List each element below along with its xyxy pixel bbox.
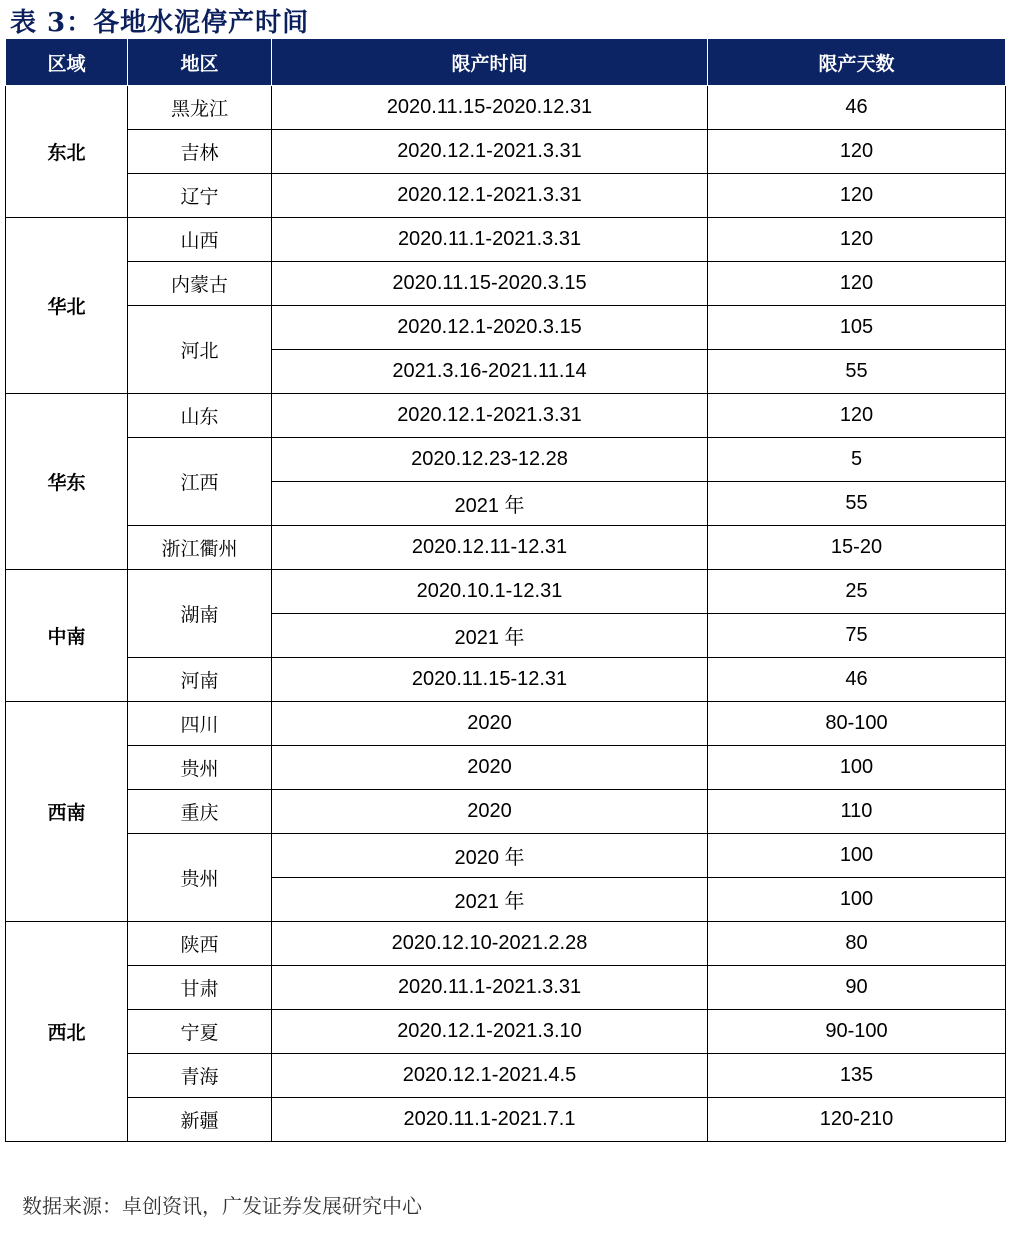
days-cell: 120 [708, 262, 1006, 306]
days-cell: 120 [708, 394, 1006, 438]
region-cell: 西北 [6, 922, 128, 1142]
cement-shutdown-table [5, 39, 1006, 1142]
days-cell: 135 [708, 1054, 1006, 1098]
header-row [6, 39, 1006, 86]
area-cell: 河北 [128, 306, 272, 394]
period-cell: 2020.11.1-2021.3.31 [272, 218, 708, 262]
period-cell: 2020.11.15-12.31 [272, 658, 708, 702]
period-cell: 2020.10.1-12.31 [272, 570, 708, 614]
table-row [6, 86, 1006, 130]
area-cell: 贵州 [128, 834, 272, 922]
table-row [6, 834, 1006, 878]
area-cell: 内蒙古 [128, 262, 272, 306]
table-body [6, 86, 1006, 1142]
table-row [6, 702, 1006, 746]
header-area: 地区 [128, 39, 272, 86]
period-cell: 2020.12.11-12.31 [272, 526, 708, 570]
period-cell: 2020.11.1-2021.7.1 [272, 1098, 708, 1142]
table-row [6, 570, 1006, 614]
area-cell: 湖南 [128, 570, 272, 658]
days-cell: 55 [708, 482, 1006, 526]
days-cell: 80-100 [708, 702, 1006, 746]
table-row [6, 658, 1006, 702]
days-cell: 110 [708, 790, 1006, 834]
days-cell: 120 [708, 174, 1006, 218]
area-cell: 河南 [128, 658, 272, 702]
days-cell: 5 [708, 438, 1006, 482]
area-cell: 新疆 [128, 1098, 272, 1142]
area-cell: 山西 [128, 218, 272, 262]
days-cell: 90-100 [708, 1010, 1006, 1054]
period-cell: 2020.12.1-2021.3.31 [272, 394, 708, 438]
table-row [6, 790, 1006, 834]
days-cell: 80 [708, 922, 1006, 966]
table-row [6, 174, 1006, 218]
table-row [6, 1098, 1006, 1142]
days-cell: 46 [708, 86, 1006, 130]
days-cell: 55 [708, 350, 1006, 394]
table-row [6, 966, 1006, 1010]
period-cell: 2020.12.1-2021.4.5 [272, 1054, 708, 1098]
table-title: 表 3：各地水泥停产时间 [10, 8, 310, 38]
period-cell: 2021 年 [272, 878, 708, 922]
days-cell: 120 [708, 130, 1006, 174]
period-cell: 2020 [272, 702, 708, 746]
period-cell: 2020.11.15-2020.3.15 [272, 262, 708, 306]
period-cell: 2020 年 [272, 834, 708, 878]
area-cell: 青海 [128, 1054, 272, 1098]
period-cell: 2020.12.1-2021.3.31 [272, 130, 708, 174]
region-cell: 东北 [6, 86, 128, 218]
header-region: 区域 [6, 39, 128, 86]
region-cell: 中南 [6, 570, 128, 702]
header-period: 限产时间 [272, 39, 708, 86]
days-cell: 25 [708, 570, 1006, 614]
days-cell: 105 [708, 306, 1006, 350]
source-note: 数据来源：卓创资讯，广发证券发展研究中心 [22, 1194, 422, 1218]
days-cell: 15-20 [708, 526, 1006, 570]
period-cell: 2020 [272, 790, 708, 834]
days-cell: 100 [708, 878, 1006, 922]
period-cell: 2020.12.23-12.28 [272, 438, 708, 482]
days-cell: 100 [708, 834, 1006, 878]
period-cell: 2020.12.1-2021.3.31 [272, 174, 708, 218]
period-cell: 2020 [272, 746, 708, 790]
table-row [6, 746, 1006, 790]
table-row [6, 262, 1006, 306]
region-cell: 华北 [6, 218, 128, 394]
area-cell: 贵州 [128, 746, 272, 790]
table-row [6, 306, 1006, 350]
area-cell: 重庆 [128, 790, 272, 834]
days-cell: 90 [708, 966, 1006, 1010]
table-row [6, 1010, 1006, 1054]
table-row [6, 218, 1006, 262]
days-cell: 46 [708, 658, 1006, 702]
period-cell: 2020.12.10-2021.2.28 [272, 922, 708, 966]
period-cell: 2020.12.1-2020.3.15 [272, 306, 708, 350]
days-cell: 75 [708, 614, 1006, 658]
area-cell: 浙江衢州 [128, 526, 272, 570]
region-cell: 西南 [6, 702, 128, 922]
days-cell: 100 [708, 746, 1006, 790]
period-cell: 2021 年 [272, 614, 708, 658]
area-cell: 四川 [128, 702, 272, 746]
days-cell: 120 [708, 218, 1006, 262]
table-row [6, 130, 1006, 174]
area-cell: 甘肃 [128, 966, 272, 1010]
period-cell: 2021.3.16-2021.11.14 [272, 350, 708, 394]
area-cell: 陕西 [128, 922, 272, 966]
area-cell: 宁夏 [128, 1010, 272, 1054]
area-cell: 辽宁 [128, 174, 272, 218]
table-row [6, 526, 1006, 570]
area-cell: 黑龙江 [128, 86, 272, 130]
area-cell: 山东 [128, 394, 272, 438]
period-cell: 2020.12.1-2021.3.10 [272, 1010, 708, 1054]
area-cell: 江西 [128, 438, 272, 526]
header-days: 限产天数 [708, 39, 1006, 86]
table-row [6, 438, 1006, 482]
period-cell: 2020.11.1-2021.3.31 [272, 966, 708, 1010]
table-row [6, 1054, 1006, 1098]
table-row [6, 922, 1006, 966]
period-cell: 2021 年 [272, 482, 708, 526]
region-cell: 华东 [6, 394, 128, 570]
table-row [6, 394, 1006, 438]
days-cell: 120-210 [708, 1098, 1006, 1142]
area-cell: 吉林 [128, 130, 272, 174]
period-cell: 2020.11.15-2020.12.31 [272, 86, 708, 130]
